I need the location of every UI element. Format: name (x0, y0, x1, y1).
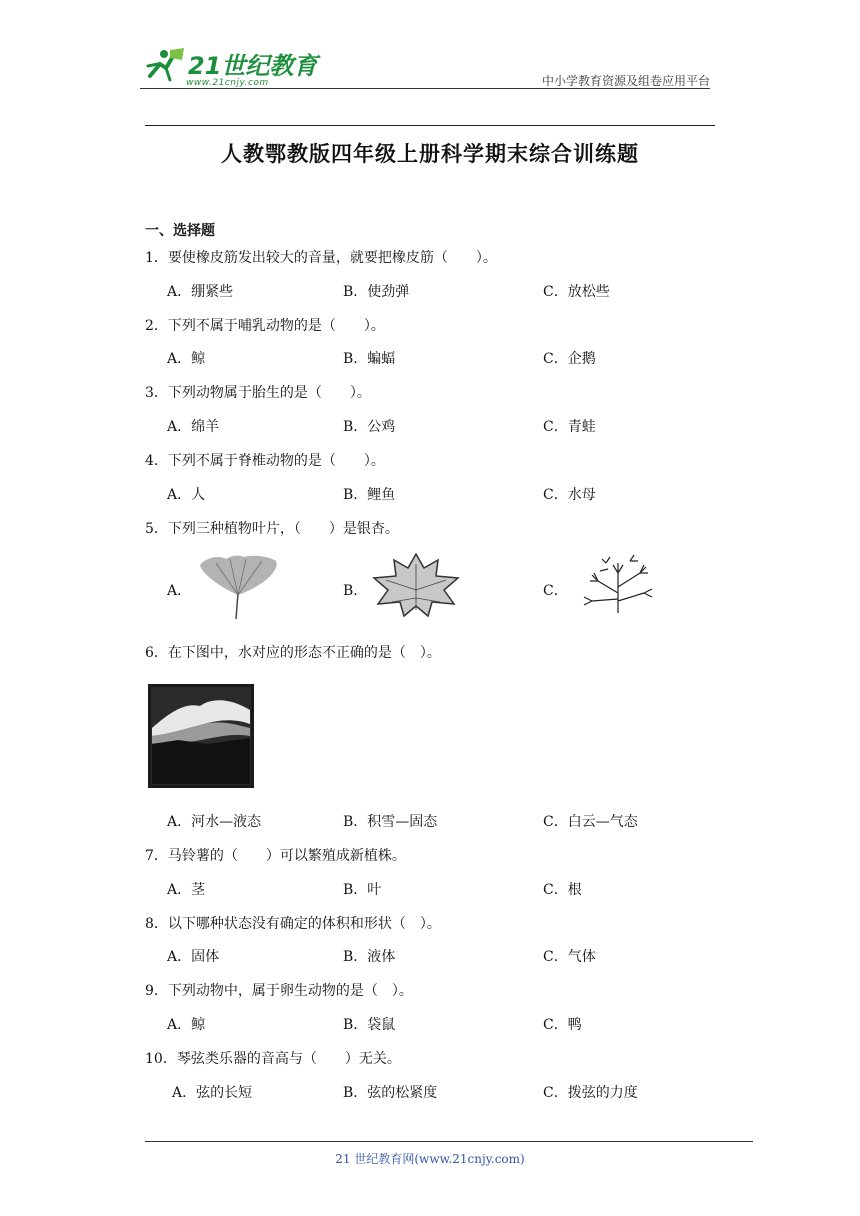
q9-option-b[interactable]: B．袋鼠 (343, 1017, 396, 1033)
mountain-cloud-photo (148, 684, 254, 788)
q4-option-a[interactable]: A．人 (167, 487, 206, 503)
question-5: 5．下列三种植物叶片，（ ）是银杏。 (145, 521, 399, 537)
q9-option-a[interactable]: A．鲸 (167, 1017, 206, 1033)
q10-option-a[interactable]: A．弦的长短 (172, 1085, 253, 1101)
question-6: 6．在下图中，水对应的形态不正确的是（ ）。 (145, 645, 441, 661)
logo-url: www.21cnjy.com (186, 78, 269, 88)
q4-option-c[interactable]: C．水母 (543, 487, 596, 503)
q7-option-a[interactable]: A．茎 (167, 882, 206, 898)
q5-option-b[interactable]: B． (343, 583, 368, 599)
question-2: 2．下列不属于哺乳动物的是（ ）。 (145, 318, 385, 334)
header-divider (140, 88, 710, 89)
logo-text: 21世纪教育 (188, 52, 318, 80)
footer-divider (145, 1141, 753, 1142)
question-4: 4．下列不属于脊椎动物的是（ ）。 (145, 453, 385, 469)
q7-option-c[interactable]: C．根 (543, 882, 582, 898)
question-1: 1．要使橡皮筋发出较大的音量，就要把橡皮筋（ ）。 (145, 250, 497, 266)
q8-option-b[interactable]: B．液体 (343, 949, 396, 965)
q5-option-c[interactable]: C． (543, 583, 568, 599)
ginkgo-leaf-image (196, 553, 284, 623)
pine-needle-image (578, 553, 660, 617)
question-3: 3．下列动物属于胎生的是（ ）。 (145, 385, 371, 401)
q2-option-a[interactable]: A．鲸 (167, 351, 206, 367)
q10-option-c[interactable]: C．拨弦的力度 (543, 1085, 638, 1101)
q1-option-a[interactable]: A．绷紧些 (167, 284, 234, 300)
q4-option-b[interactable]: B．鲤鱼 (343, 487, 396, 503)
question-9: 9．下列动物中，属于卵生动物的是（ ）。 (145, 983, 413, 999)
q6-option-a[interactable]: A．河水—液态 (167, 814, 262, 830)
q6-option-b[interactable]: B．积雪—固态 (343, 814, 438, 830)
logo (140, 44, 330, 90)
footer-link[interactable]: 21 世纪教育网(www.21cnjy.com) (335, 1152, 525, 1166)
q1-option-b[interactable]: B．使劲弹 (343, 284, 410, 300)
runner-logo-icon (140, 46, 188, 86)
page-title: 人教鄂教版四年级上册科学期末综合训练题 (221, 141, 639, 166)
title-divider (145, 125, 715, 126)
q6-option-c[interactable]: C．白云—气态 (543, 814, 638, 830)
q10-option-b[interactable]: B．弦的松紧度 (343, 1085, 438, 1101)
q2-option-b[interactable]: B．蝙蝠 (343, 351, 396, 367)
platform-label: 中小学教育资源及组卷应用平台 (541, 74, 710, 88)
q8-option-a[interactable]: A．固体 (167, 949, 220, 965)
q3-option-b[interactable]: B．公鸡 (343, 419, 396, 435)
q8-option-c[interactable]: C．气体 (543, 949, 596, 965)
q2-option-c[interactable]: C．企鹅 (543, 351, 596, 367)
maple-leaf-image (368, 550, 464, 622)
q5-option-a[interactable]: A． (167, 583, 192, 599)
q1-option-c[interactable]: C．放松些 (543, 284, 610, 300)
question-7: 7．马铃薯的（ ）可以繁殖成新植株。 (145, 848, 406, 864)
q7-option-b[interactable]: B．叶 (343, 882, 382, 898)
question-10: 10．琴弦类乐器的音高与（ ）无关。 (145, 1051, 401, 1067)
q3-option-c[interactable]: C．青蛙 (543, 419, 596, 435)
section-heading: 一、选择题 (145, 223, 215, 239)
q3-option-a[interactable]: A．绵羊 (167, 419, 220, 435)
question-8: 8．以下哪种状态没有确定的体积和形状（ ）。 (145, 916, 441, 932)
q9-option-c[interactable]: C．鸭 (543, 1017, 582, 1033)
